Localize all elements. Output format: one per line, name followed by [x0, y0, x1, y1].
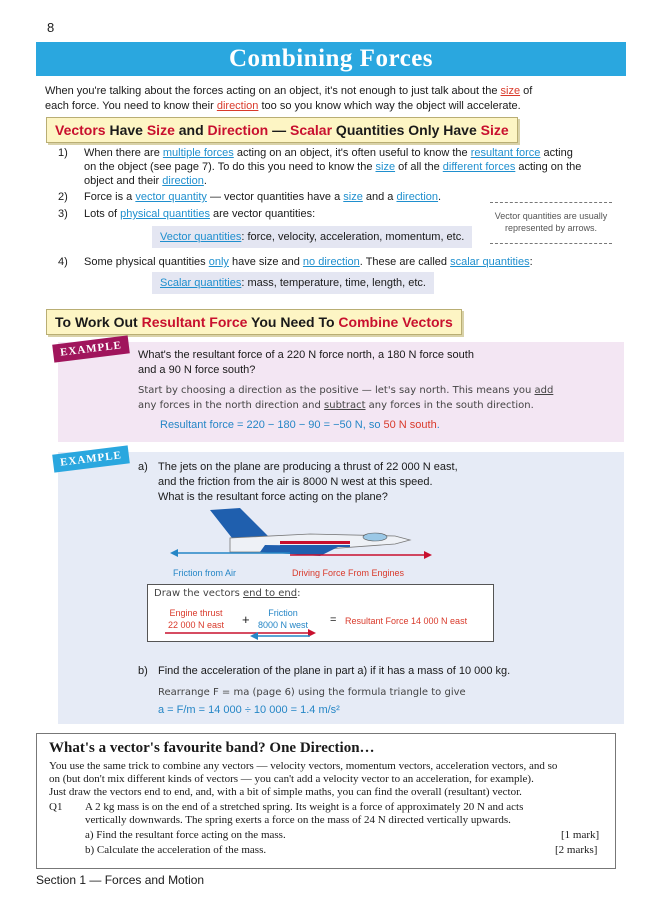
scalar-quantities-box: Scalar quantities: mass, temperature, time, length, etc.: [152, 272, 434, 294]
question-label: Q1: [49, 801, 63, 813]
summary-line-1: You use the same trick to combine any vectors — velocity vectors, momentum vectors, acceleration vectors, and so: [49, 760, 558, 772]
equals-sign: =: [330, 614, 337, 626]
friction-vector-label: Friction 8000 N west: [258, 608, 309, 630]
vector-quantities-box: Vector quantities: force, velocity, acceleration, momentum, etc.: [152, 226, 472, 248]
plus-sign: +: [242, 612, 250, 627]
question-line-1: A 2 kg mass is on the end of a stretched spring. Its weight is a force of approximately 20 N and acts: [85, 801, 524, 813]
question-part-b: b) Calculate the acceleration of the mass.: [85, 844, 267, 856]
summary-line-3: Just draw the vectors end to end, and, with a bit of simple maths, you can find the overall (resultant) vector.: [49, 786, 522, 798]
jet-plane-diagram: [170, 500, 440, 570]
example-2-part-b-answer: a = F/m = 14 000 ÷ 10 000 = 1.4 m/s²: [158, 704, 340, 716]
end-to-end-vectors: [160, 628, 480, 640]
engine-thrust-label: Engine thrust 22 000 N east: [168, 608, 225, 630]
example-1-question: What's the resultant force of a 220 N force north, a 180 N force south and a 90 N force south?: [138, 349, 474, 376]
example-2-part-a-question: The jets on the plane are producing a thrust of 22 000 N east, and the friction from the air is 8000 N west at this speed. What is the resultant force acting on the plane?: [158, 461, 458, 503]
driving-force-label: Driving Force From Engines: [292, 568, 405, 578]
friction-label: Friction from Air: [173, 568, 237, 578]
example-1-tag: EXAMPLE: [52, 335, 130, 362]
intro-paragraph: When you're talking about the forces acting on an object, it's not enough to just talk about the size of each force. You need to know their direction too so you know which way the object will accelerate.: [45, 85, 533, 112]
example-2-part-a-label: a): [138, 461, 148, 473]
summary-line-2: on (but don't mix different kinds of vectors — you can't add a velocity vector to an acceleration, for example).: [49, 773, 534, 785]
question-line-2: vertically downwards. The spring exerts a force on the mass of 24 N directed vertically upwards.: [85, 814, 511, 826]
resultant-force-label: Resultant Force 14 000 N east: [345, 616, 468, 626]
example-2-part-b-working: Rearrange F = ma (page 6) using the formula triangle to give: [158, 687, 466, 698]
summary-box: [36, 733, 616, 869]
footer: Section 1 — Forces and Motion: [36, 873, 205, 887]
example-1-answer: Resultant force = 220 − 180 − 90 = −50 N, so 50 N south.: [160, 419, 440, 431]
summary-title: What's a vector's favourite band? One Direction…: [49, 740, 375, 756]
vector-instruction: Draw the vectors end to end:: [154, 588, 301, 599]
question-part-a-marks: [1 mark]: [561, 829, 600, 841]
example-2-part-b-question: Find the acceleration of the plane in part a) if it has a mass of 10 000 kg.: [158, 665, 511, 677]
question-part-a: a) Find the resultant force acting on the mass.: [85, 829, 286, 841]
example-2-tag: EXAMPLE: [52, 445, 130, 472]
section-heading-resultant: To Work Out Resultant Force You Need To Combine Vectors: [46, 309, 462, 335]
question-part-b-marks: [2 marks]: [555, 844, 598, 856]
section-heading-vectors: Vectors Have Size and Direction — Scalar Quantities Only Have Size: [46, 117, 518, 143]
example-1-working: Start by choosing a direction as the positive — let's say north. This means you add any forces in the north direction and subtract any forces in the south direction.: [138, 385, 554, 411]
page-title: Combining Forces: [36, 42, 626, 76]
jet-plane-icon: [210, 508, 410, 556]
page-number: 8: [47, 20, 55, 35]
side-note: Vector quantities are usually represented by arrows.: [490, 202, 612, 244]
example-2-part-b-label: b): [138, 665, 148, 677]
